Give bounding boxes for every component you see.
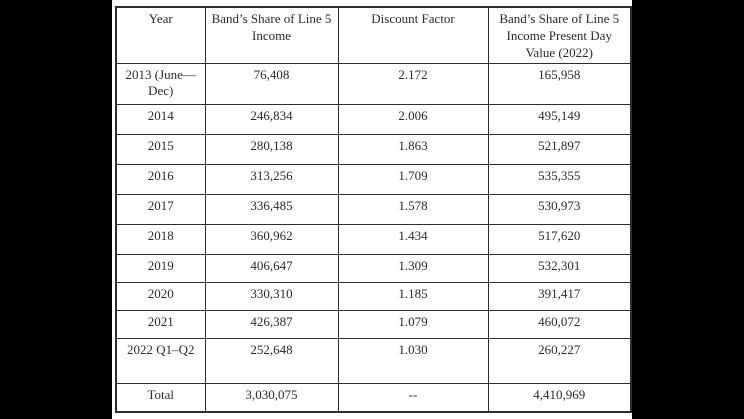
cell-discount: 1.434	[338, 224, 488, 254]
income-present-value-table	[115, 6, 632, 413]
cell-year: 2019	[116, 254, 205, 282]
cell-pdv: 391,417	[488, 282, 631, 310]
cell-income: 406,647	[205, 254, 338, 282]
cell-income: 426,387	[205, 310, 338, 338]
cell-year: 2016	[116, 164, 205, 194]
cell-income: 246,834	[205, 104, 338, 134]
cell-year: 2013 (June—Dec)	[116, 63, 205, 104]
cell-pdv: 532,301	[488, 254, 631, 282]
cell-income: 280,138	[205, 134, 338, 164]
cell-total-pdv: 4,410,969	[488, 383, 631, 412]
table-row	[116, 224, 631, 254]
cell-pdv: 260,227	[488, 338, 631, 383]
cell-discount: 1.309	[338, 254, 488, 282]
cell-pdv: 460,072	[488, 310, 631, 338]
table-header-row	[116, 7, 631, 63]
cell-pdv: 521,897	[488, 134, 631, 164]
col-header-discount-factor: Discount Factor	[338, 7, 488, 63]
table-row	[116, 338, 631, 383]
table-row	[116, 194, 631, 224]
cell-year: 2020	[116, 282, 205, 310]
cell-discount: 1.863	[338, 134, 488, 164]
cell-year: 2022 Q1–Q2	[116, 338, 205, 383]
cell-year: 2021	[116, 310, 205, 338]
cell-pdv: 165,958	[488, 63, 631, 104]
document-page	[112, 0, 632, 419]
cell-year: 2014	[116, 104, 205, 134]
cell-pdv: 530,973	[488, 194, 631, 224]
table-row	[116, 164, 631, 194]
cell-total-label: Total	[116, 383, 205, 412]
table-row	[116, 254, 631, 282]
cell-income: 76,408	[205, 63, 338, 104]
cell-discount: 2.006	[338, 104, 488, 134]
cell-year: 2018	[116, 224, 205, 254]
table-row	[116, 282, 631, 310]
cell-pdv: 535,355	[488, 164, 631, 194]
table-row	[116, 63, 631, 104]
cell-pdv: 495,149	[488, 104, 631, 134]
cell-pdv: 517,620	[488, 224, 631, 254]
cell-discount: 1.578	[338, 194, 488, 224]
cell-discount: 2.172	[338, 63, 488, 104]
cell-income: 360,962	[205, 224, 338, 254]
col-header-year: Year	[116, 7, 205, 63]
cell-year: 2017	[116, 194, 205, 224]
cell-income: 252,648	[205, 338, 338, 383]
table-total-row	[116, 383, 631, 412]
cell-total-discount: --	[338, 383, 488, 412]
cell-income: 330,310	[205, 282, 338, 310]
cell-discount: 1.185	[338, 282, 488, 310]
cell-discount: 1.709	[338, 164, 488, 194]
cell-income: 313,256	[205, 164, 338, 194]
table-row	[116, 104, 631, 134]
cell-total-income: 3,030,075	[205, 383, 338, 412]
table-row	[116, 134, 631, 164]
col-header-income: Band’s Share of Line 5 Income	[205, 7, 338, 63]
col-header-present-day-value: Band’s Share of Line 5 Income Present Day Value (2022)	[488, 7, 631, 63]
cell-discount: 1.030	[338, 338, 488, 383]
table-row	[116, 310, 631, 338]
cell-year: 2015	[116, 134, 205, 164]
cell-income: 336,485	[205, 194, 338, 224]
cell-discount: 1.079	[338, 310, 488, 338]
